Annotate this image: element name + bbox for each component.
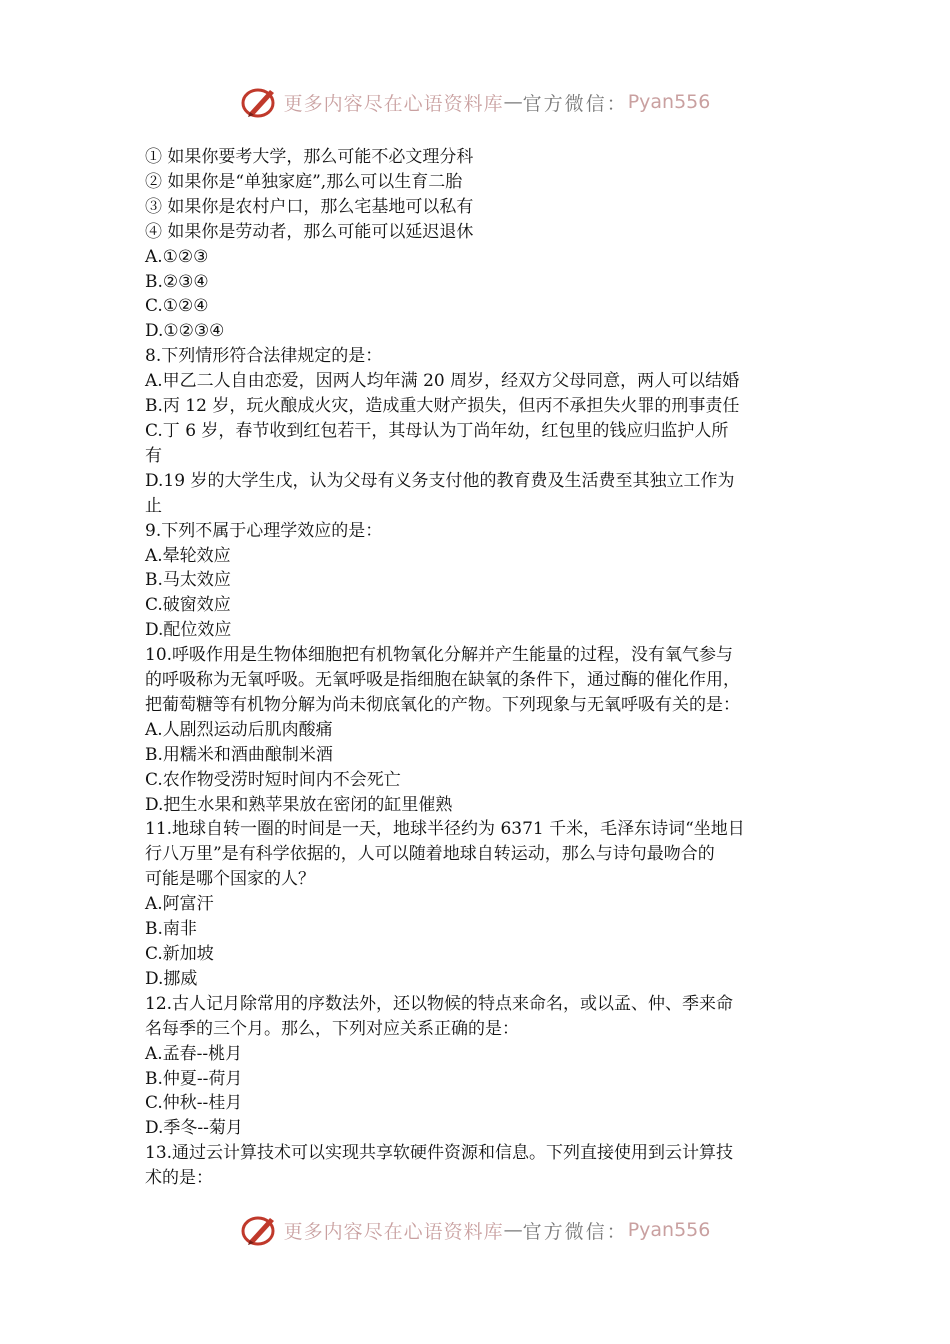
watermark-text: 更多内容尽在心语资料库 (283, 1220, 504, 1243)
q11-option-b: B.南非 (145, 919, 197, 940)
q9-option-a: A.晕轮效应 (145, 545, 231, 566)
q12-option-b: B.仲夏--荷月 (145, 1068, 243, 1089)
q8-option-c-line1: C.丁 6 岁，春节收到红包若干，其母认为丁尚年幼，红包里的钱应归监护人所 (145, 420, 729, 441)
q12-option-a: A.孟春--桃月 (145, 1043, 243, 1064)
q8-option-a: A.甲乙二人自由恋爱，因两人均年满 20 周岁，经双方父母同意，两人可以结婚 (145, 371, 740, 392)
q13-stem-line2: 术的是： (145, 1168, 213, 1189)
q12-option-d: D.季冬--菊月 (145, 1118, 243, 1139)
q10-option-d: D.把生水果和熟苹果放在密闭的缸里催熟 (145, 794, 453, 815)
q10-option-a: A.人剧烈运动后肌肉酸痛 (145, 719, 333, 740)
pen-logo-icon (240, 84, 280, 120)
q7-option-d: D.①②③④ (145, 321, 225, 342)
watermark-text: 更多内容尽在心语资料库 (283, 92, 504, 115)
q8-option-c-line2: 有 (145, 445, 162, 466)
header-watermark (0, 82, 950, 122)
q11-stem-line1: 11.地球自转一圈的时间是一天，地球半径约为 6371 千米，毛泽东诗词“坐地日 (145, 819, 745, 840)
statement-3: ③ 如果你是农村户口，那么宅基地可以私有 (145, 196, 474, 217)
q10-option-b: B.用糯米和酒曲酿制米酒 (145, 744, 333, 765)
q8-stem: 8.下列情形符合法律规定的是： (145, 346, 383, 367)
q9-option-d: D.配位效应 (145, 620, 232, 641)
q7-option-c: C.①②④ (145, 296, 209, 317)
statement-4: ④ 如果你是劳动者，那么可能可以延迟退休 (145, 221, 474, 242)
q11-stem-line2: 行八万里”是有科学依据的，人可以随着地球自转运动，那么与诗句最吻合的 (145, 844, 715, 865)
q7-option-a: A.①②③ (145, 246, 209, 267)
watermark-wechat-label: 官方微信： (522, 92, 628, 115)
q9-option-b: B.马太效应 (145, 570, 231, 591)
q8-option-d-line1: D.19 岁的大学生戊，认为父母有义务支付他的教育费及生活费至其独立工作为 (145, 470, 735, 491)
q11-stem-line3: 可能是哪个国家的人？ (145, 869, 315, 890)
statement-1: ① 如果你要考大学，那么可能不必文理分科 (145, 147, 474, 167)
q10-stem-line3: 把葡萄糖等有机物分解为尚未彻底氧化的产物。下列现象与无氧呼吸有关的是： (145, 694, 740, 715)
q11-option-c: C.新加坡 (145, 944, 214, 964)
q10-stem-line1: 10.呼吸作用是生物体细胞把有机物氧化分解并产生能量的过程，没有氧气参与 (145, 645, 734, 666)
q12-stem-line1: 12.古人记月除常用的序数法外，还以物候的特点来命名，或以孟、仲、季来命 (145, 993, 734, 1014)
q11-option-a: A.阿富汗 (145, 894, 214, 915)
q10-option-c: C.农作物受涝时短时间内不会死亡 (145, 769, 401, 790)
q13-stem-line1: 13.通过云计算技术可以实现共享软硬件资源和信息。下列直接使用到云计算技 (145, 1143, 734, 1164)
watermark-separator: — (503, 1219, 523, 1241)
watermark-wechat-id: Pyan556 (627, 1219, 711, 1241)
watermark-separator: — (503, 91, 523, 113)
watermark-wechat-id: Pyan556 (627, 91, 711, 113)
watermark-wechat-label: 官方微信： (522, 1220, 628, 1243)
q10-stem-line2: 的呼吸称为无氧呼吸。无氧呼吸是指细胞在缺氧的条件下，通过酶的催化作用， (145, 670, 740, 691)
q8-option-b: B.丙 12 岁，玩火酿成火灾，造成重大财产损失，但丙不承担失火罪的刑事责任 (145, 396, 740, 417)
pen-logo-icon (240, 1212, 280, 1248)
q9-stem: 9.下列不属于心理学效应的是： (145, 520, 383, 541)
statement-2: ② 如果你是“单独家庭”,那么可以生育二胎 (145, 171, 463, 192)
document-body (145, 145, 810, 1191)
q8-option-d-line2: 止 (145, 495, 162, 516)
q7-option-b: B.②③④ (145, 271, 209, 292)
q9-option-c: C.破窗效应 (145, 595, 231, 616)
q12-stem-line2: 名每季的三个月。那么，下列对应关系正确的是： (145, 1018, 519, 1039)
q12-option-c: C.仲秋--桂月 (145, 1093, 243, 1114)
footer-watermark (0, 1210, 950, 1250)
q11-option-d: D.挪威 (145, 968, 198, 989)
